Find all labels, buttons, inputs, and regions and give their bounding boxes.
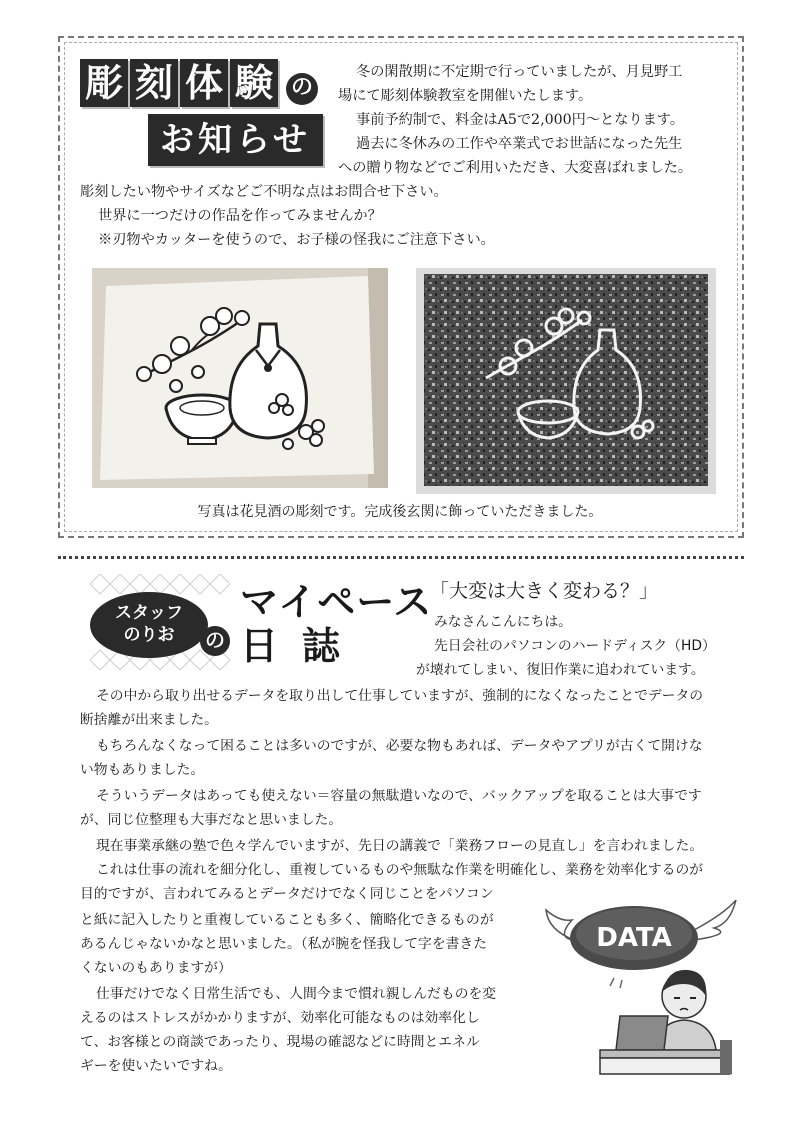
diary-title-line2: 日誌 (240, 624, 365, 668)
diary-line: と紙に記入したりと重複していることも多く、簡略化できるものが (80, 912, 494, 928)
diary-line: が壊れてしまい、復旧作業に追われています。 (416, 662, 705, 678)
notice-line: 場にて彫刻体験教室を開催いたします。 (338, 88, 593, 104)
flying-data-illustration (544, 900, 744, 1080)
sake-drawing-illustration (92, 268, 388, 488)
title-kanji: 験 (230, 59, 278, 107)
diary-line: 先日会社のパソコンのハードディスク（HD） (434, 638, 716, 654)
notice-title-line2: お知らせ (148, 114, 323, 166)
diary-title-particle: の (200, 626, 230, 656)
granite-engraving-illustration (416, 268, 716, 494)
photo-caption: 写真は花見酒の彫刻です。完成後玄関に飾っていただきました。 (197, 504, 603, 520)
notice-line: 世界に一つだけの作品を作ってみませんか？ (98, 208, 382, 224)
diary-title-line1: マイペース (240, 580, 433, 624)
notice-line: 過去に冬休みの工作や卒業式でお世話になった先生 (356, 136, 683, 152)
engraved-stone-photo (416, 268, 716, 494)
staff-label: スタッフ (115, 603, 183, 623)
notice-line: 事前予約制で、料金はA5で2,000円～となります。 (356, 112, 685, 128)
diary-line: みなさんこんにちは。 (434, 614, 572, 630)
diary-line: が、同じ位整理も大事だなと思いました。 (80, 812, 343, 828)
title-kanji: 彫 (80, 59, 128, 107)
notice-line: への贈り物などでご利用いただき、大変喜ばれました。 (338, 160, 693, 176)
diary-line: い物もありました。 (80, 762, 205, 778)
title-kanji: 刻 (130, 59, 178, 107)
diary-line: くないのもありますが） (80, 960, 232, 976)
drawing-photo (92, 268, 388, 488)
diary-line: 仕事だけでなく日常生活でも、人間今まで慣れ親しんだものを変 (96, 986, 497, 1002)
diary-line: えるのはストレスがかかりますが、効率化可能なものは効率化し (80, 1010, 480, 1026)
diary-line: そういうデータはあっても使えない＝容量の無駄遣いなので、バックアップを取ることは大事です (96, 788, 702, 804)
diary-line: もちろんなくなって困ることは多いのですが、必要な物もあれば、データやアプリが古くて開けな (96, 738, 703, 754)
diary-headline: 「大変は大きく変わる？」 (430, 580, 659, 602)
notice-line: ※刃物やカッターを使うので、お子様の怪我にご注意下さい。 (98, 232, 495, 248)
section-divider (58, 556, 744, 559)
notice-line: 冬の閑散期に不定期で行っていましたが、月見野工 (356, 64, 683, 80)
diary-line: 目的ですが、言われてみるとデータだけでなく同じことをパソコン (80, 886, 494, 902)
notice-line: 彫刻したい物やサイズなどご不明な点はお問合せ下さい。 (80, 184, 448, 200)
title-particle: の (286, 73, 318, 105)
diary-title (90, 574, 433, 670)
notice-title-line1 (80, 58, 318, 108)
diary-line: 断捨離が出来ました。 (80, 712, 218, 728)
staff-badge (90, 592, 208, 658)
diary-line: ギーを使いたいですね。 (80, 1058, 232, 1074)
diary-line: これは仕事の流れを細分化し、重複しているものや無駄な作業を明確化し、業務を効率化するのが (96, 862, 704, 878)
data-loss-illustration (544, 900, 744, 1080)
diary-line: 現在事業承継の塾で色々学んでいますが、先日の講義で「業務フローの見直し」を言われました。 (96, 838, 704, 854)
notice-title (80, 58, 326, 170)
diary-line: あるんじゃないかなと思いました。（私が腕を怪我して字を書きた (80, 936, 488, 952)
staff-name: のりお (123, 625, 175, 645)
title-kanji: 体 (180, 59, 228, 107)
diary-line: その中から取り出せるデータを取り出して仕事していますが、強制的になくなったことでデータの (96, 688, 704, 704)
diary-line: て、お客様との商談であったり、現場の確認などに時間とエネル (80, 1034, 480, 1050)
data-disc-label: DATA (596, 923, 672, 953)
